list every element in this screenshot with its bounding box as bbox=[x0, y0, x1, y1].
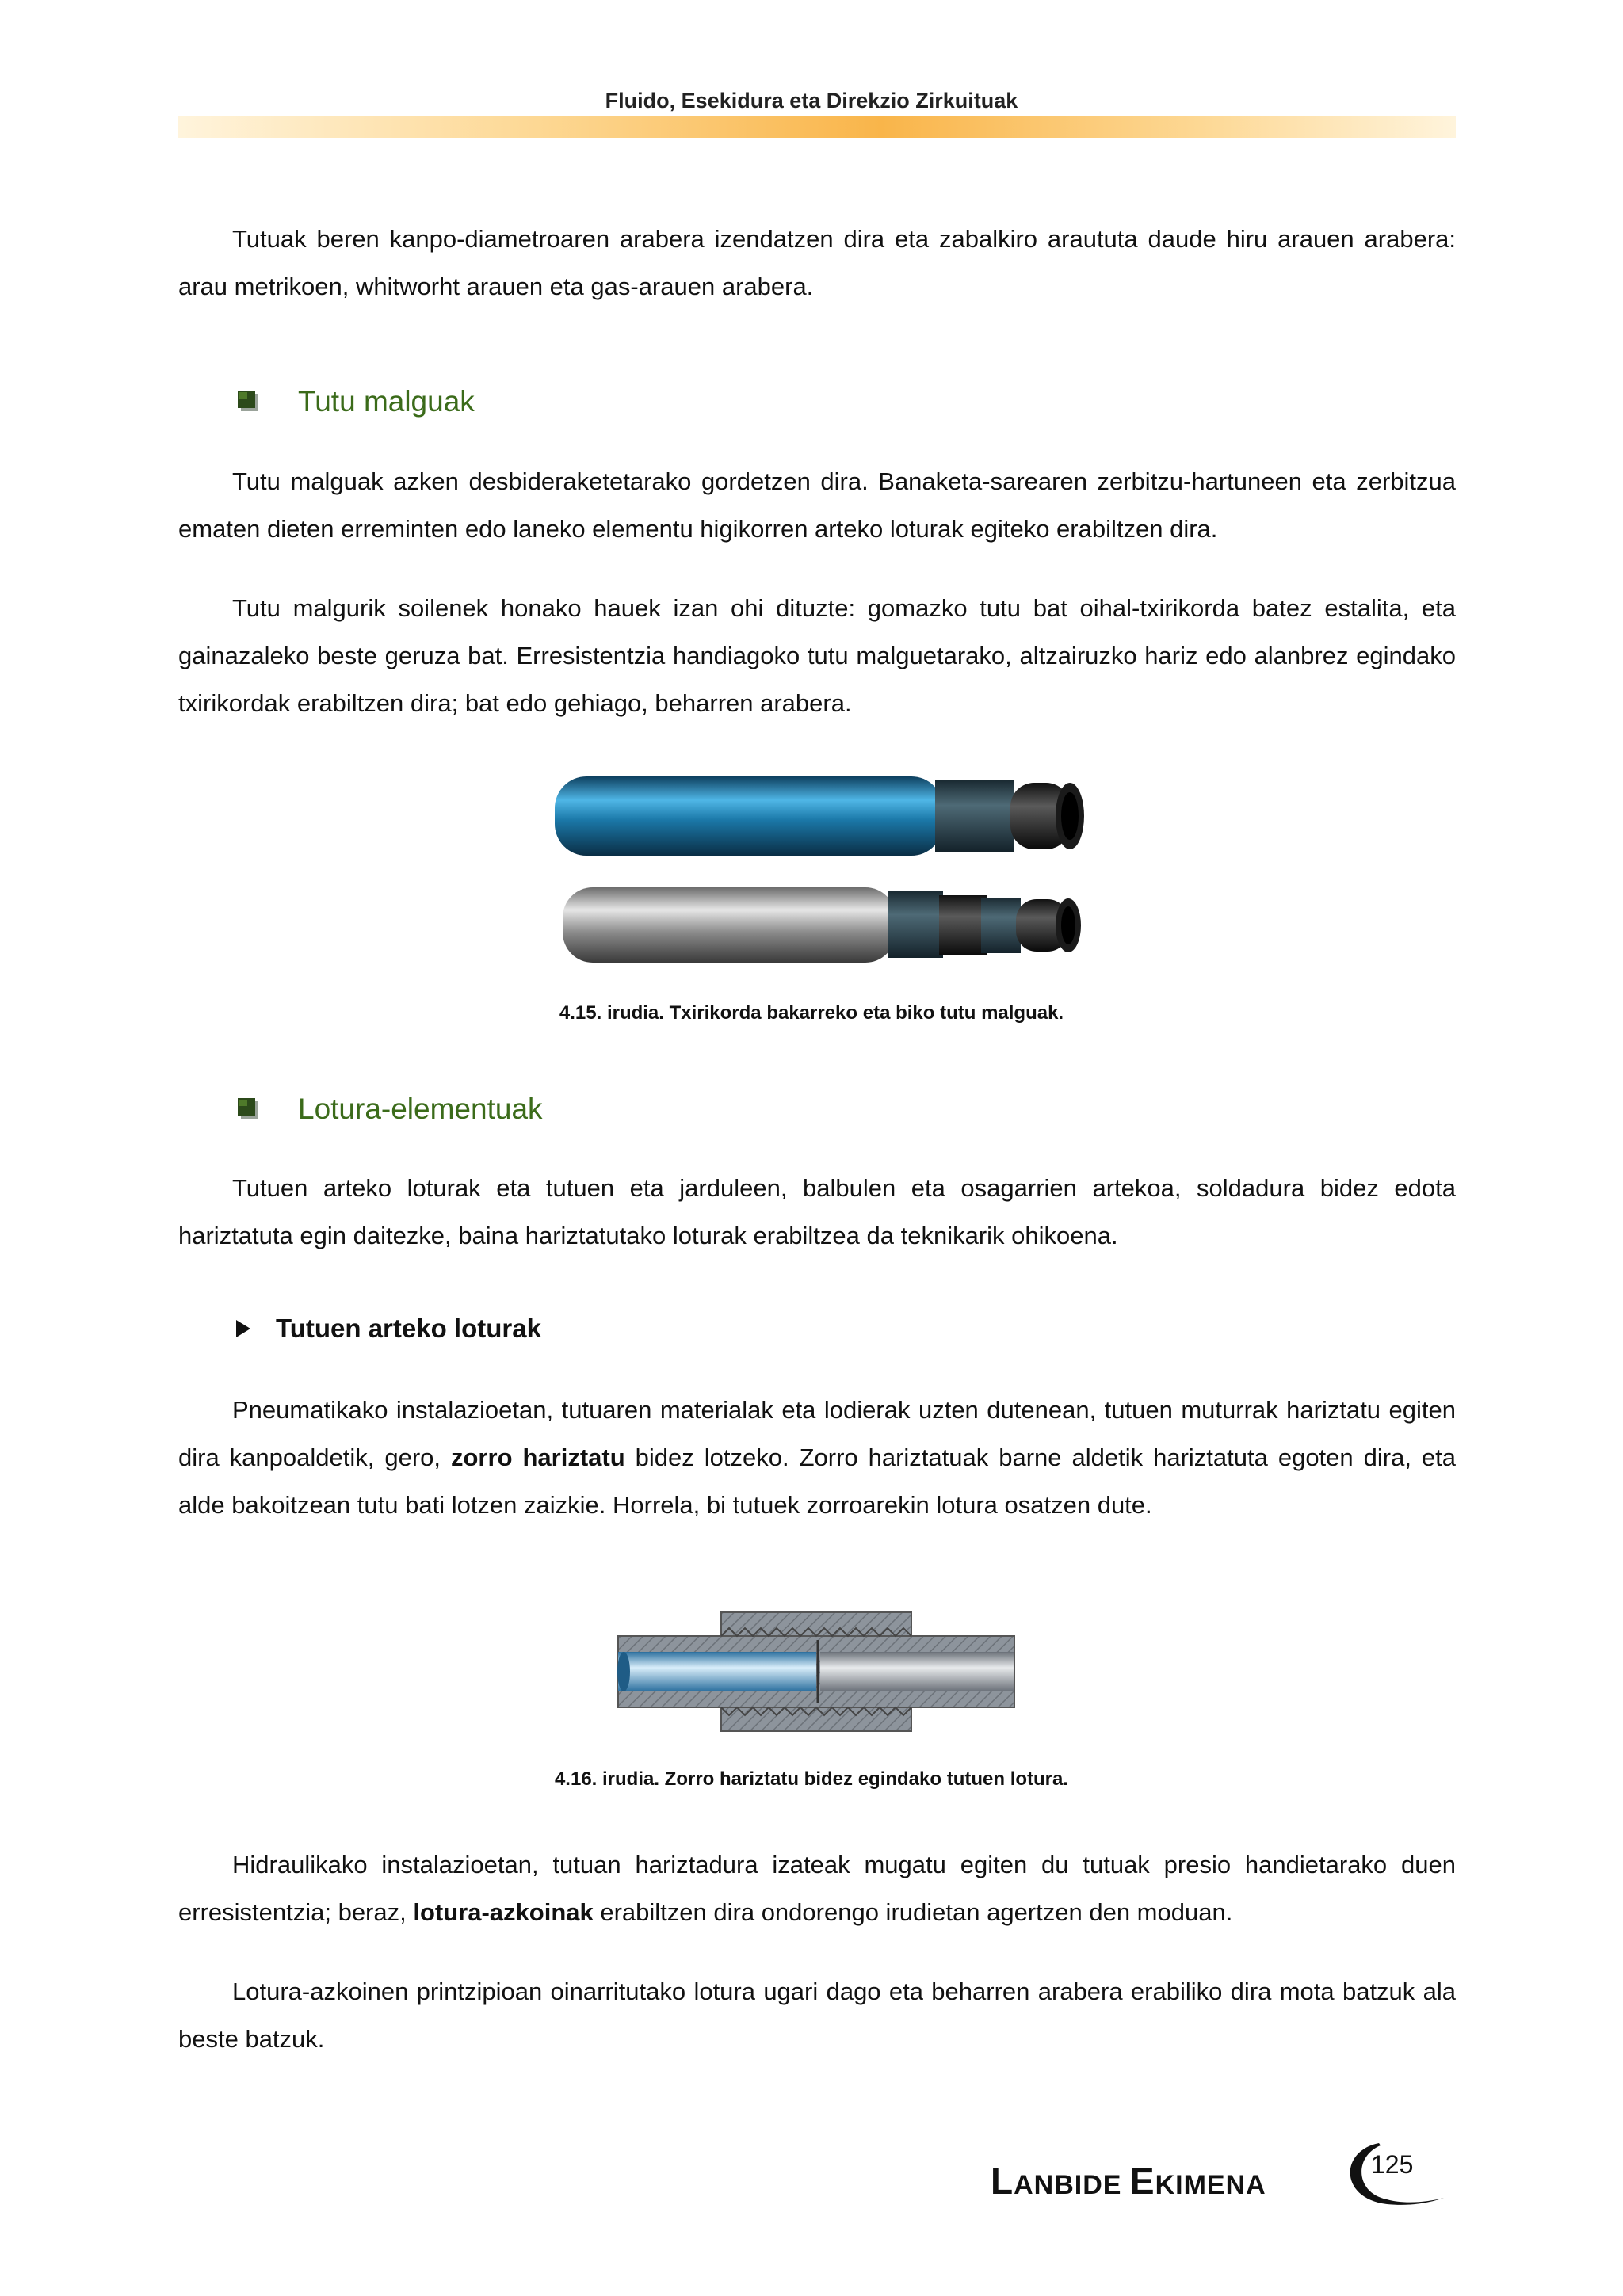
figure-caption-2: 4.16. irudia. Zorro hariztatu bidez egindako tutuen lotura. bbox=[554, 1768, 1069, 1790]
paragraph-3: Tutu malgurik soilenek honako hauek izan ohi dituzte: gomazko tutu bat oihal-txirikorda batez estalita, eta gainazaleko beste geruza bat. Erresistentzia handiagoko tutu malguetarako, altzairuzko hariz edo alanbrez egindako txirikordak erabiltzen dira; bat edo gehiago, beharren arabera. bbox=[178, 594, 1456, 717]
square-bullet-icon bbox=[236, 1097, 263, 1122]
section-heading-label: Tutu malguak bbox=[298, 385, 475, 418]
paragraph-2: Tutu malguak azken desbideraketetarako gordetzen dira. Banaketa-sarearen zerbitzu-hartuneen eta zerbitzua ematen dieten erreminten edo laneko elementu higikorren arteko loturak egiteko erabiltzen dira. bbox=[178, 467, 1456, 543]
triangle-bullet-icon bbox=[236, 1320, 250, 1337]
paragraph-7: Lotura-azkoinen printzipioan oinarritutako lotura ugari dago eta beharren arabera erabiliko dira mota batzuk ala beste batzuk. bbox=[178, 1978, 1456, 2053]
paragraph-6-text-a: Hidraulikako instalazioetan, tutuan hariztadura izateak mugatu egiten du tutuak presio handietarako duen erresistentzia; beraz, bbox=[178, 1851, 1456, 1926]
paragraph-4: Tutuen arteko loturak eta tutuen eta jarduleen, balbulen eta osagarrien artekoa, soldadura bidez edota hariztatuta egin daitezke, baina hariztatutako loturak erabiltzea da teknikarik ohikoena. bbox=[178, 1174, 1456, 1249]
paragraph-1: Tutuak beren kanpo-diametroaren arabera izendatzen dira eta zabalkiro araututa daude hiru arauen arabera: arau metrikoen, whitworht arauen eta gas-arauen arabera. bbox=[178, 225, 1456, 300]
paragraph-6 bbox=[178, 1841, 1456, 1936]
footer-brand-logo: LANBIDE EKIMENA bbox=[991, 2161, 1266, 2202]
page-header-title: Fluido, Esekidura eta Direkzio Zirkuituak bbox=[605, 89, 1018, 113]
paragraph-6-text-b: erabiltzen dira ondorengo irudietan agertzen den moduan. bbox=[593, 1898, 1233, 1926]
figure-threaded-sleeve-image bbox=[614, 1608, 1018, 1735]
figure-caption-1: 4.15. irudia. Txirikorda bakarreko eta biko tutu malguak. bbox=[559, 1002, 1064, 1024]
page-number: 125 bbox=[1371, 2150, 1414, 2179]
section-heading-lotura-elementuak bbox=[236, 1090, 543, 1128]
square-bullet-icon bbox=[236, 389, 263, 414]
paragraph-5-bold: zorro hariztatu bbox=[451, 1444, 625, 1471]
section-heading-tutu-malguak bbox=[236, 383, 475, 421]
paragraph-6-bold: lotura-azkoinak bbox=[413, 1898, 594, 1926]
paragraph-5 bbox=[178, 1386, 1456, 1529]
sub-heading-tutuen-arteko-loturak bbox=[236, 1314, 541, 1344]
header-gradient-bar bbox=[178, 116, 1456, 138]
sub-heading-label: Tutuen arteko loturak bbox=[276, 1314, 541, 1343]
paragraph-5-text-a: Pneumatikako instalazioetan, tutuaren materialak eta lodierak uzten dutenean, tutuen muturrak hariztatu egiten dira kanpoaldetik, gero, bbox=[178, 1396, 1456, 1471]
section-heading-label: Lotura-elementuak bbox=[298, 1093, 543, 1125]
figure-hoses-image bbox=[547, 757, 1086, 978]
paragraph-5-text-b: bidez lotzeko. Zorro hariztatuak barne aldetik hariztatuta egoten dira, eta alde bakoitzean tutu bati lotzen zaizkie. Horrela, bi tutuek zorroarekin lotura osatzen dute. bbox=[178, 1444, 1457, 1519]
